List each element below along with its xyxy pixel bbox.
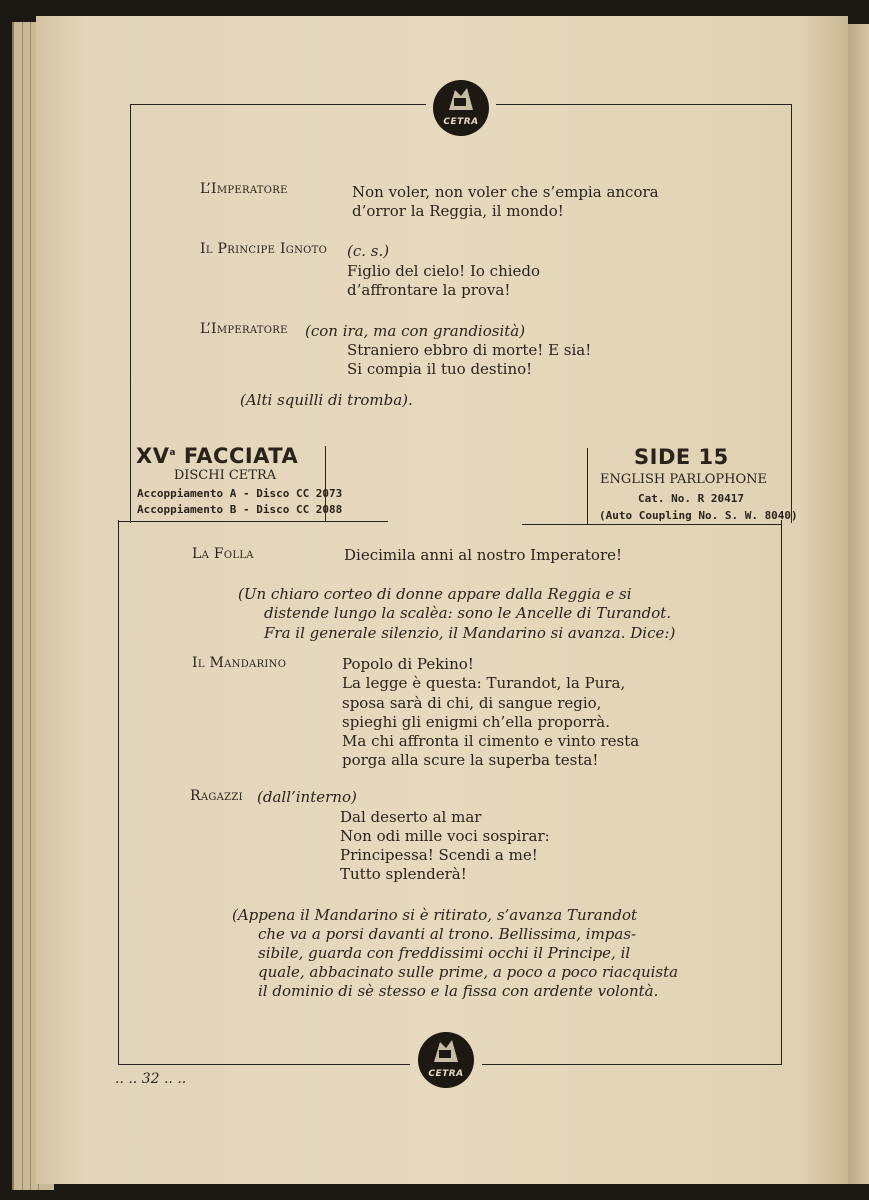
verse-line: La legge è questa: Turandot, la Pura, xyxy=(342,674,626,692)
stage-direction: che va a porsi davanti al trono. Bellissima, impas- xyxy=(258,925,637,943)
label-dischi-cetra: DISCHI CETRA xyxy=(173,468,277,483)
verse-line: Non odi mille voci sospirar: xyxy=(340,827,550,845)
verse-line: Figlio del cielo! Io chiedo xyxy=(347,262,541,280)
side-title-right: SIDE 15 xyxy=(634,445,729,469)
stage-direction: quale, abbacinato sulle prime, a poco a poco riacquista xyxy=(258,963,679,981)
verse-line: Diecimila anni al nostro Imperatore! xyxy=(344,546,623,564)
auto-coupling: (Auto Coupling No. S. W. 8040) xyxy=(599,509,798,522)
coupling-b: Accoppiamento B - Disco CC 2088 xyxy=(137,503,343,516)
speaker-name: La Folla xyxy=(192,546,254,562)
speaker-name: Il Mandarino xyxy=(192,655,287,671)
verse-line: sposa sarà di chi, di sangue regio, xyxy=(342,694,602,712)
logo-text: CETRA xyxy=(428,1069,464,1079)
side-title-word: FACCIATA xyxy=(183,444,299,468)
catalog-number: Cat. No. R 20417 xyxy=(638,492,744,505)
verse-line: Ma chi affronta il cimento e vinto resta xyxy=(342,732,640,750)
stage-direction: (con ira, ma con grandiosità) xyxy=(305,322,526,340)
verse-line: spieghi gli enigmi ch’ella proporrà. xyxy=(342,713,610,731)
verse-line: Dal deserto al mar xyxy=(340,808,482,826)
page-number: .. .. 32 .. .. xyxy=(115,1071,187,1087)
logo-text: CETRA xyxy=(443,117,479,127)
verse-line: Straniero ebbro di morte! E sia! xyxy=(347,341,592,359)
stage-direction: (dall’interno) xyxy=(257,788,357,806)
side-title-left xyxy=(136,440,298,469)
side-title-roman: XV xyxy=(136,444,170,468)
stage-direction: distende lungo la scalèa: sono le Ancelle di Turandot. xyxy=(264,604,672,622)
speaker-name: Ragazzi xyxy=(190,788,243,804)
verse-line: Principessa! Scendi a me! xyxy=(340,846,538,864)
stage-direction: (Un chiaro corteo di donne appare dalla Reggia e si xyxy=(238,585,632,603)
stage-direction: il dominio di sè stesso e la fissa con ardente volontà. xyxy=(258,982,659,1000)
verse-line: Popolo di Pekino! xyxy=(342,655,474,673)
coupling-a: Accoppiamento A - Disco CC 2073 xyxy=(137,487,343,500)
adjacent-page-edge xyxy=(846,24,869,1184)
verse-line: d’affrontare la prova! xyxy=(347,281,511,299)
stage-direction: Fra il generale silenzio, il Mandarino si avanza. Dice:) xyxy=(264,624,676,642)
cetra-logo-top xyxy=(433,80,489,136)
stage-direction: sibile, guarda con freddissimi occhi il Principe, il xyxy=(258,944,631,962)
verse-line: Si compia il tuo destino! xyxy=(347,360,533,378)
side-box-rule-right xyxy=(587,448,588,524)
verse-line: Non voler, non voler che s’empia ancora xyxy=(352,183,659,201)
speaker-name: L’Imperatore xyxy=(200,321,288,337)
label-english-parlophone: ENGLISH PARLOPHONE xyxy=(600,472,768,487)
stage-direction: (c. s.) xyxy=(347,242,390,260)
speaker-name: L’Imperatore xyxy=(200,181,288,197)
side-title-sup: a xyxy=(169,448,177,458)
verse-line: d’orror la Reggia, il mondo! xyxy=(352,202,564,220)
verse-line: porga alla scure la superba testa! xyxy=(342,751,599,769)
speaker-name: Il Principe Ignoto xyxy=(200,241,328,257)
verse-line: Tutto splenderà! xyxy=(340,865,467,883)
cetra-logo-bottom xyxy=(418,1032,474,1088)
stage-direction: (Appena il Mandarino si è ritirato, s’avanza Turandot xyxy=(232,906,638,924)
stage-direction: (Alti squilli di tromba). xyxy=(240,391,413,409)
side-divider-left xyxy=(118,521,388,522)
